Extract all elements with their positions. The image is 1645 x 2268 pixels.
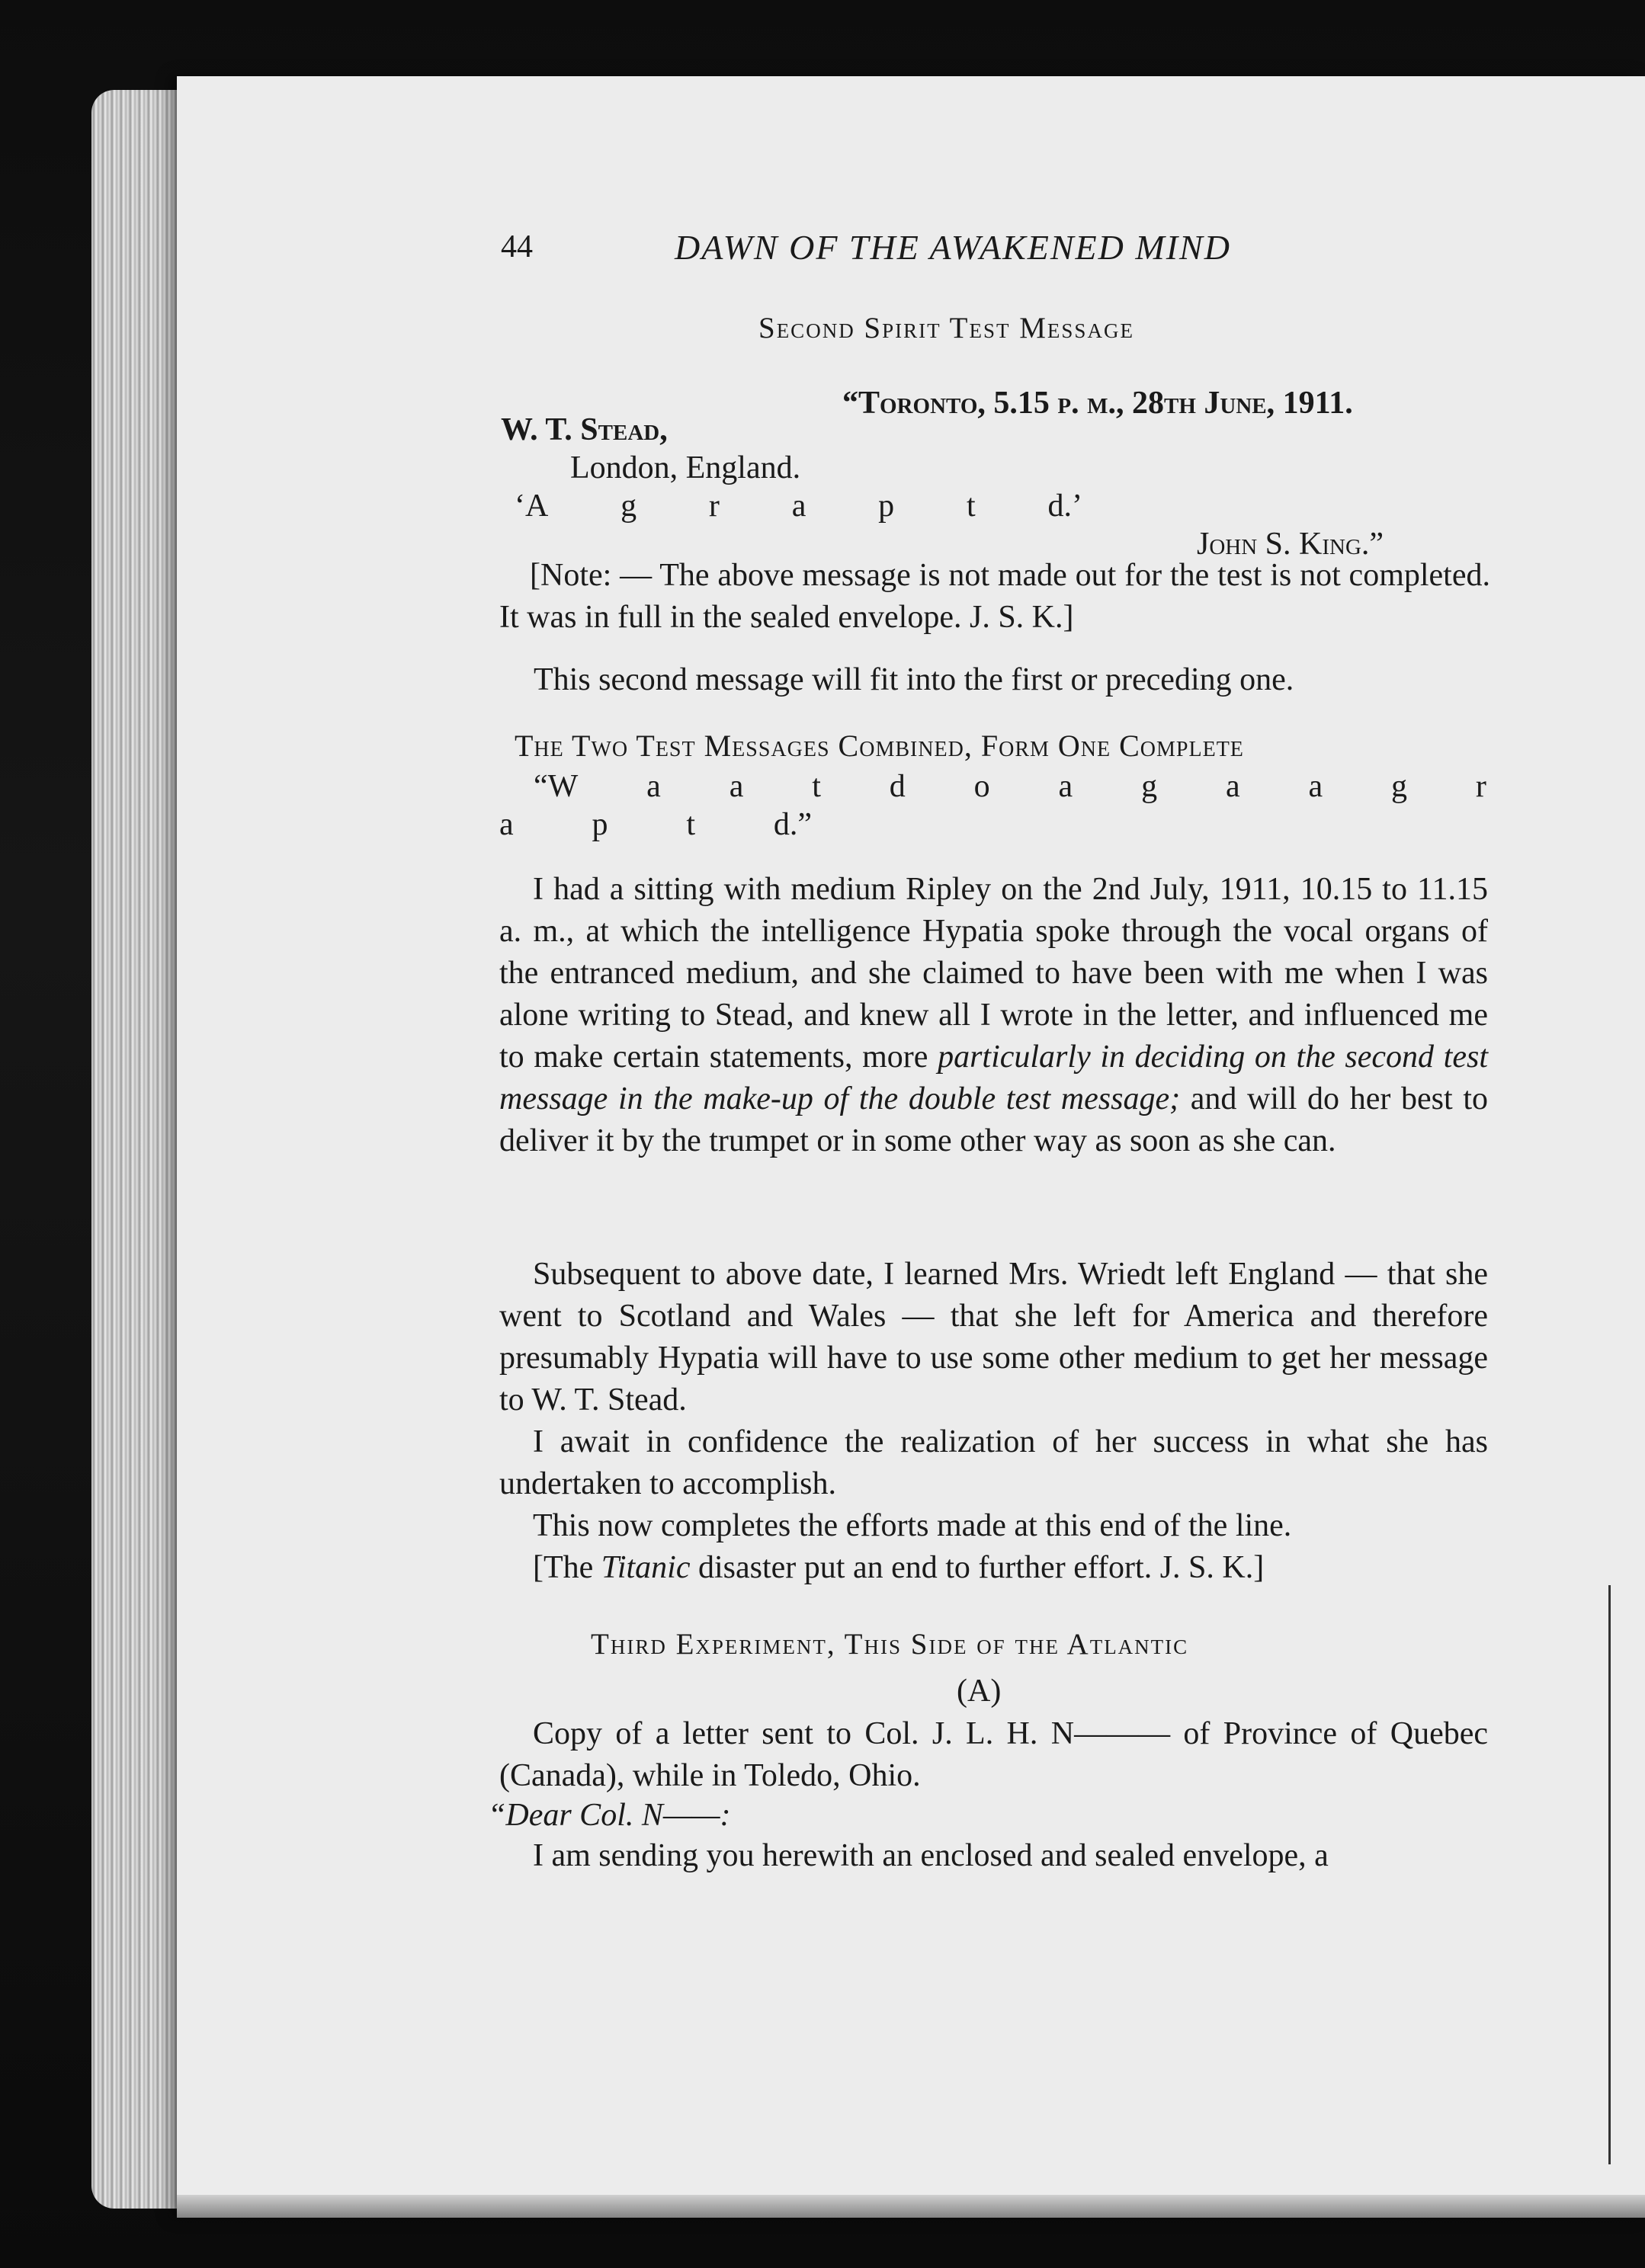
spaced-test-message: [515, 488, 1082, 524]
body-paragraph-copy-letter: [499, 1713, 1488, 1797]
spaced-letter: t: [812, 769, 821, 804]
section-heading-second-message: Second Spirit Test Message: [758, 312, 1134, 344]
paragraph-text: I am sending you herewith an enclosed and sealed envelope, a: [533, 1838, 1329, 1873]
spaced-letter: a: [1308, 769, 1323, 804]
paragraph-text: This now completes the efforts made at this end of the line.: [533, 1508, 1292, 1543]
spaced-letter: t: [966, 489, 976, 524]
fit-line: This second message will fit into the first or preceding one.: [534, 662, 1294, 697]
spaced-letter: d.”: [773, 807, 812, 842]
body-paragraph-wriedt: [499, 1254, 1488, 1421]
spaced-letter: a: [646, 769, 661, 804]
signature: John S. King.”: [1197, 527, 1384, 562]
spaced-letter: r: [708, 489, 720, 524]
paragraph-text-part: and will do her best to deliver it by the trumpet or in some other way as soon as she can.: [499, 1081, 1488, 1158]
spaced-letter: p: [878, 489, 895, 524]
spaced-letter: “W: [534, 769, 579, 804]
editorial-note: [Note: — The above message is not made out for the test is not completed. It was in full in the sealed envelope. J. S. K.]: [499, 558, 1490, 635]
spaced-letter: o: [973, 769, 990, 804]
paragraph-text: I await in confidence the realization of her success in what she has undertaken to accomplish.: [499, 1424, 1488, 1501]
paragraph-text: [499, 1547, 1488, 1589]
spaced-letter: g: [1391, 769, 1407, 804]
spaced-letter: d: [889, 769, 906, 804]
running-head: DAWN OF THE AWAKENED MIND: [675, 228, 1231, 267]
subsection-label: (A): [957, 1674, 1002, 1709]
spaced-letter: a: [1225, 769, 1240, 804]
paragraph-text: [499, 869, 1488, 1162]
spaced-letter: g: [620, 489, 637, 524]
paragraph-italic-part: Titanic: [601, 1550, 691, 1585]
scan-artifact-line: [1608, 1585, 1611, 2164]
paragraph-text: Subsequent to above date, I learned Mrs. Wriedt left England — that she went to Scotland and Wales — that she left for America and therefore presumably Hypatia will have to use some other medium to get her message to W. T. Stead.: [499, 1257, 1488, 1418]
paragraph-italic-part: particularly in deciding on the second test message in the make-up of the double test message;: [499, 1040, 1488, 1116]
letter-salutation: “Dear Col. N——:: [488, 1798, 731, 1833]
spaced-letter: a: [791, 489, 806, 524]
spaced-letter: d.’: [1047, 489, 1082, 524]
paragraph-text: Copy of a letter sent to Col. J. L. H. N——— of Province of Quebec (Canada), while in Toledo, Ohio.: [499, 1716, 1488, 1793]
spaced-letter: g: [1141, 769, 1158, 804]
spaced-letter: a: [1058, 769, 1073, 804]
body-paragraph-sending: [499, 1835, 1488, 1877]
body-paragraph-completes: [499, 1505, 1488, 1547]
body-paragraph-ripley: [499, 869, 1488, 1162]
combined-message-line-1: [534, 768, 1486, 805]
dateline: “Toronto, 5.15 p. m., 28th June, 1911.: [842, 386, 1353, 421]
spaced-letter: r: [1475, 769, 1486, 804]
paragraph-text-part: I had a sitting with medium Ripley on the 2nd July, 1911, 10.15 to 11.15 a. m., at which the intelligence Hypatia spoke through the vocal organs of the entranced medium, and she claimed to have been with me when I was alone writing to Stead, and knew all I wrote in the letter, and influenced me to make certain statements, more: [499, 872, 1488, 1075]
body-paragraph-titanic: [499, 1547, 1488, 1589]
spaced-letter: p: [592, 807, 608, 842]
section-heading-combined: The Two Test Messages Combined, Form One Complete: [515, 729, 1244, 763]
paragraph-text-part: [The: [533, 1550, 601, 1585]
page-bottom-edge: [177, 2195, 1645, 2218]
addressee: W. T. Stead,: [501, 412, 668, 447]
spaced-letter: a: [499, 807, 514, 842]
page-number: 44: [501, 229, 533, 264]
body-paragraph-await: [499, 1421, 1488, 1505]
spaced-letter: t: [686, 807, 695, 842]
addressee-city: London, England.: [570, 450, 801, 485]
spaced-letter: ‘A: [515, 489, 549, 524]
paragraph-text-part: disaster put an end to further effort. J. S. K.]: [690, 1550, 1265, 1585]
combined-message-line-2: [499, 806, 812, 843]
spaced-letter: a: [729, 769, 744, 804]
section-heading-third-experiment: Third Experiment, This Side of the Atlantic: [591, 1628, 1189, 1661]
